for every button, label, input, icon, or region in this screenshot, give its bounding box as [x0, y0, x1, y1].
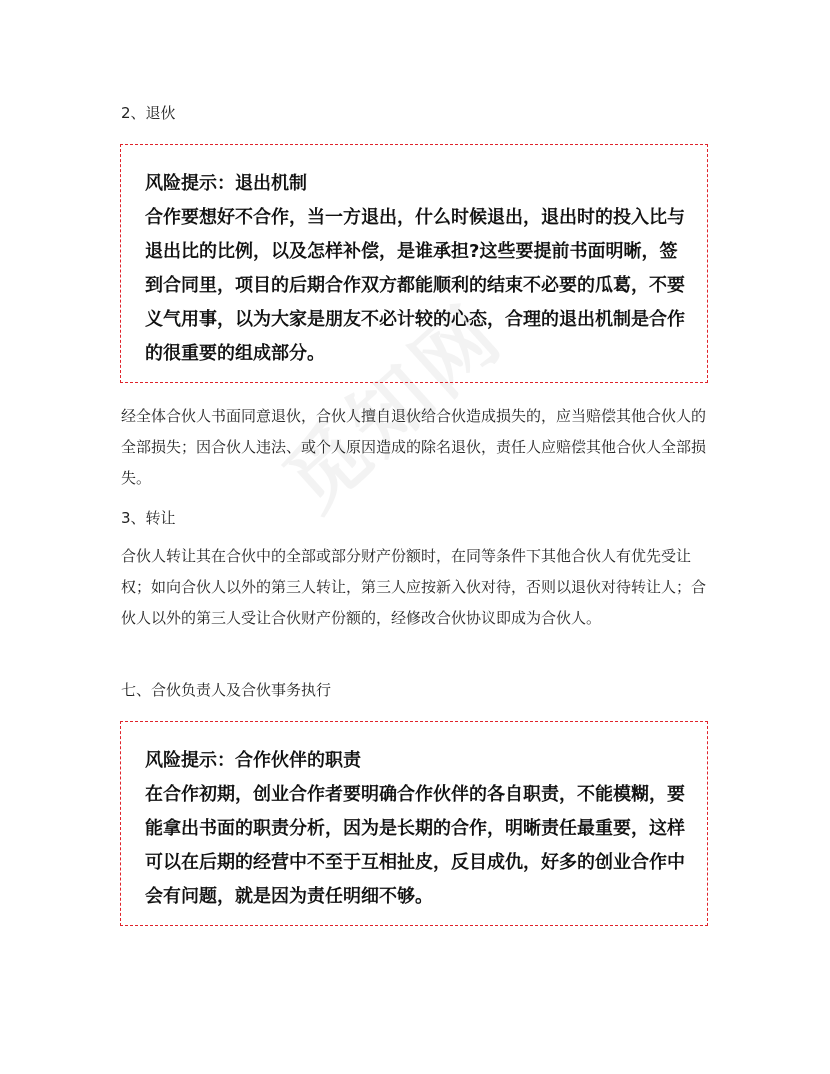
heading-responsibility: 七、合伙负责人及合伙事务执行	[121, 681, 332, 699]
paragraph-transfer: 合伙人转让其在合伙中的全部或部分财产份额时，在同等条件下其他合伙人有优先受让权；如向合伙人以外的第三人转让，第三人应按新入伙对待，否则以退伙对待转让人；合伙人以外的第三人受让合伙财产份额的，经修改合伙协议即成为合伙人。	[121, 547, 707, 627]
heading-withdrawal: 2、退伙	[121, 104, 176, 122]
risk-title: 风险提示：合作伙伴的职责	[145, 750, 361, 771]
risk-body: 在合作初期，创业合作者要明确合作伙伴的各自职责，不能模糊，要能拿出书面的职责分析，因为是长期的合作，明晰责任最重要，这样可以在后期的经营中不至于互相扯皮，反目成仇，好多的创业合作中会有问题，就是因为责任明细不够。	[145, 784, 685, 907]
risk-title: 风险提示：退出机制	[145, 173, 307, 194]
risk-box-exit-mechanism	[120, 144, 708, 383]
risk-box-partner-duties	[120, 721, 708, 926]
risk-content	[145, 744, 693, 914]
risk-body: 合作要想好不合作，当一方退出，什么时候退出，退出时的投入比与退出比的比例，以及怎样补偿，是谁承担?这些要提前书面明晰，签到合同里，项目的后期合作双方都能顺利的结束不必要的瓜葛，不要义气用事，以为大家是朋友不必计较的心态，合理的退出机制是合作的很重要的组成部分。	[145, 207, 685, 364]
paragraph-withdrawal: 经全体合伙人书面同意退伙，合伙人擅自退伙给合伙造成损失的，应当赔偿其他合伙人的全部损失；因合伙人违法、或个人原因造成的除名退伙，责任人应赔偿其他合伙人全部损失。	[121, 407, 707, 487]
risk-content	[145, 167, 693, 371]
heading-transfer: 3、转让	[121, 509, 176, 527]
